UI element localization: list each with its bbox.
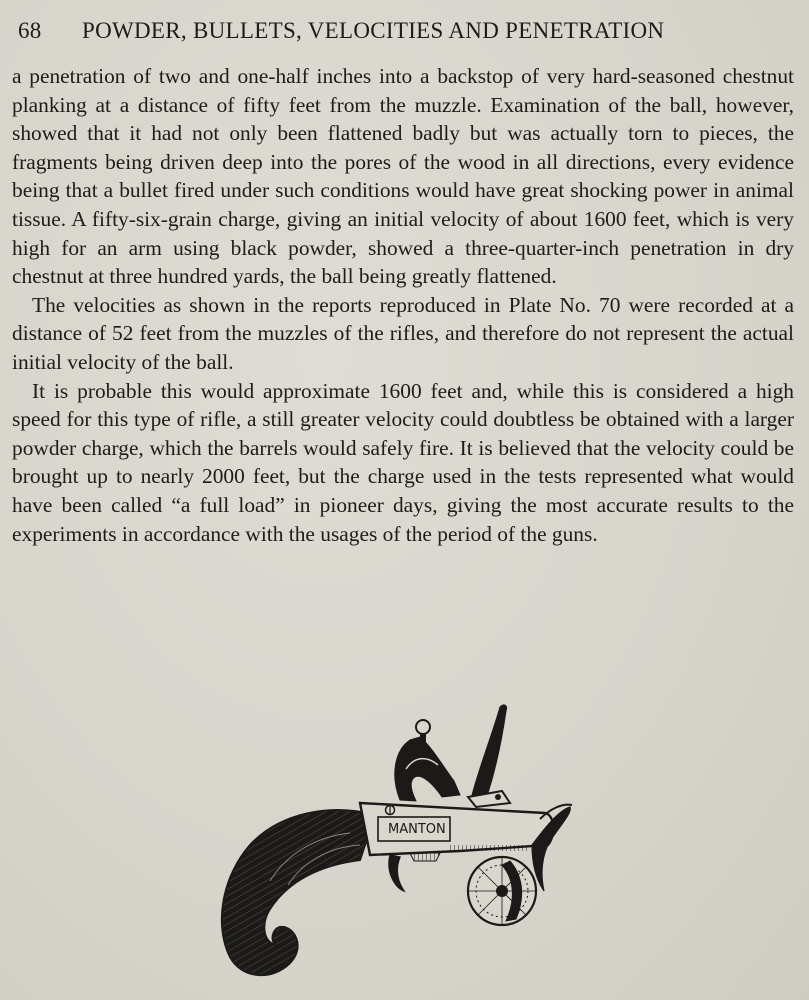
pistol-grip	[222, 810, 375, 975]
running-title: POWDER, BULLETS, VELOCITIES AND PENETRATION	[82, 18, 665, 43]
hammer-cock	[395, 737, 460, 801]
page-header	[18, 14, 798, 54]
paragraph-3: It is probable this would approximate 1600 feet and, while this is considered a high speed for this type of rifle, a still greater velocity could doubtless be obtained with a larger powder charge, which the barrels would safely fire. It is believed that the velocity could be brought up to nearly 2000 feet, but the charge used in the tests represented what would have been called “a full load” in pioneer days, giving the most accurate results to the experiments in accordance with the usages of the period of the guns.	[12, 378, 794, 546]
paragraph-1: a penetration of two and one-half inches into a backstop of very hard-seasoned chestnut planking at a distance of fifty feet from the muzzle. Examination of the ball, however, showed that it had not only been flattened badly but was actually torn to pieces, the fragments being driven deep into the pores of the wood in all directions, every evidence being that a bullet fired under such conditions would have great shocking power in animal tissue. A fifty-six-grain charge, giving an initial velocity of about 1600 feet, which is very high for an arm using black powder, showed a three-quarter-inch penetration in dry chestnut at three hundred yards, the ball being greatly flattened.	[12, 64, 794, 289]
manton-engraving: MANTON	[388, 822, 446, 837]
flintlock-pistol-illustration	[210, 695, 590, 985]
body-text	[12, 62, 794, 548]
page-number: 68	[18, 18, 42, 43]
pistol-lock-drawing	[210, 695, 590, 985]
paragraph-2: The velocities as shown in the reports reproduced in Plate No. 70 were recorded at a distance of 52 feet from the muzzles of the rifles, and therefore do not represent the actual initial velocity of the ball.	[12, 292, 794, 374]
frizzen	[472, 705, 507, 799]
trigger	[389, 855, 404, 891]
